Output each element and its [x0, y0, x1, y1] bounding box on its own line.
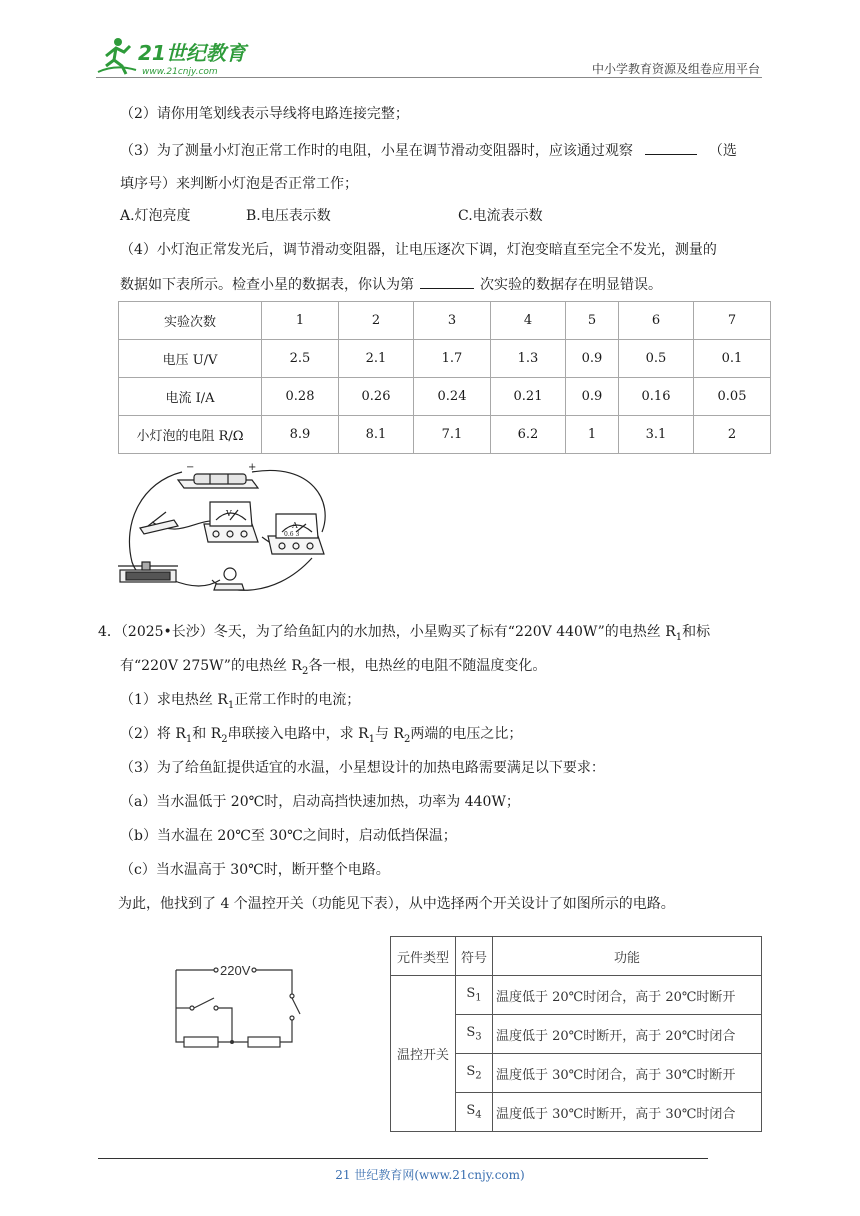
answer-blank[interactable]	[645, 140, 697, 155]
table-cell: 0.16	[619, 378, 694, 416]
symbol-letter: S	[466, 1025, 476, 1041]
table-cell: 1.7	[414, 340, 491, 378]
row-header-cell: 小灯泡的电阻 R/Ω	[119, 416, 262, 454]
heating-circuit-diagram	[168, 958, 318, 1054]
function-cell: 温度低于 20℃时断开，高于 20℃时闭合	[493, 1015, 762, 1054]
table-cell: 0.24	[414, 378, 491, 416]
symbol-cell	[456, 976, 493, 1015]
table-cell: 3	[414, 302, 491, 340]
table-cell: 7.1	[414, 416, 491, 454]
requirement-c: （c）当水温高于 30℃时，断开整个电路。	[120, 862, 390, 878]
q4-subquestion-2: （2）将 $R_1$和 $R_2$串联接入电路中，求 $R_1$与 $R_2$两端的电压之比；	[120, 726, 523, 745]
voltmeter-label: V	[226, 509, 232, 518]
function-cell: 温度低于 30℃时闭合，高于 30℃时断开	[493, 1054, 762, 1093]
symbol-cell	[456, 1093, 493, 1132]
answer-blank[interactable]	[420, 274, 474, 289]
q3-part4-text: 数据如下表所示。检查小星的数据表，你认为第	[120, 277, 414, 293]
table-cell: 2	[339, 302, 414, 340]
table-cell: 0.26	[339, 378, 414, 416]
symbol-cell	[456, 1054, 493, 1093]
table-cell: 2.5	[262, 340, 339, 378]
q3-part3-line1	[120, 140, 737, 161]
logo-text: 21世纪教育	[138, 41, 246, 65]
q4-subquestion-3: （3）为了给鱼缸提供适宜的水温，小星想设计的加热电路需要满足以下要求：	[120, 760, 605, 776]
site-logo	[96, 34, 266, 78]
component-type-cell: 温控开关	[391, 976, 456, 1132]
table-cell: 1	[566, 416, 619, 454]
function-cell: 温度低于 30℃时断开，高于 30℃时闭合	[493, 1093, 762, 1132]
symbol-subscript: 3	[475, 1031, 482, 1043]
q4-closing: 为此，他找到了 4 个温控开关（功能见下表），从中选择两个开关设计了如图所示的电路。	[118, 896, 675, 912]
option-a: A.灯泡亮度	[120, 208, 191, 224]
q3-part3-text: （3）为了测量小灯泡正常工作时的电阻，小星在调节滑动变阻器时，应该通过观察	[120, 143, 633, 159]
question-number: 4．	[98, 624, 121, 640]
footer-site-link[interactable]: 21 世纪教育网(www.21cnjy.com)	[335, 1168, 525, 1182]
table-row	[119, 302, 771, 340]
header-platform-name: 中小学教育资源及组卷应用平台	[591, 62, 760, 76]
q3-part3-tail: （选	[708, 143, 737, 159]
column-header: 功能	[493, 937, 762, 976]
table-cell: 0.9	[566, 378, 619, 416]
table-row	[119, 378, 771, 416]
battery-minus-label: −	[186, 462, 195, 473]
table-row	[391, 976, 762, 1015]
table-cell: 0.05	[694, 378, 771, 416]
q3-part4-tail: 次实验的数据存在明显错误。	[480, 277, 662, 293]
q3-part4-line2	[120, 274, 662, 295]
option-b: B.电压表示数	[246, 208, 331, 224]
ammeter-label: A	[292, 521, 298, 530]
table-cell: 2	[694, 416, 771, 454]
symbol-letter: S	[466, 1103, 476, 1119]
table-header-row	[391, 937, 762, 976]
junction-dot	[230, 1040, 234, 1044]
table-cell: 0.21	[491, 378, 566, 416]
option-c: C.电流表示数	[458, 208, 543, 224]
ammeter-terminals: 0.6 3	[284, 531, 300, 538]
table-cell: 8.1	[339, 416, 414, 454]
column-header: 符号	[456, 937, 493, 976]
table-cell: 1.3	[491, 340, 566, 378]
q4-intro-line1: 4．（2025•长沙）冬天，为了给鱼缸内的水加热，小星购买了标有“220V 440W”的电热丝 $R_1$和标	[98, 624, 711, 643]
row-header-cell: 电压 U/V	[119, 340, 262, 378]
q3-part2: （2）请你用笔划线表示导线将电路连接完整；	[120, 106, 409, 122]
function-cell: 温度低于 20℃时闭合，高于 20℃时断开	[493, 976, 762, 1015]
table-cell: 4	[491, 302, 566, 340]
q4-intro-line2: 有“220V 275W”的电热丝 $R_2$各一根，电热丝的电阻不随温度变化。	[120, 658, 547, 677]
table-cell: 0.9	[566, 340, 619, 378]
experiment-data-table	[118, 301, 771, 454]
table-row	[119, 340, 771, 378]
symbol-cell	[456, 1015, 493, 1054]
table-cell: 3.1	[619, 416, 694, 454]
q3-part3-line2: 填序号）来判断小灯泡是否正常工作；	[120, 176, 358, 192]
symbol-letter: S	[466, 986, 476, 1002]
symbol-letter: S	[466, 1064, 476, 1080]
requirement-a: （a）当水温低于 20℃时，启动高挡快速加热，功率为 440W；	[120, 794, 520, 810]
column-header: 元件类型	[391, 937, 456, 976]
symbol-subscript: 1	[475, 992, 482, 1004]
table-cell: 5	[566, 302, 619, 340]
table-cell: 6.2	[491, 416, 566, 454]
logo-url: www.21cnjy.com	[142, 67, 218, 77]
circuit-apparatus-figure	[112, 462, 344, 604]
requirement-b: （b）当水温在 20℃至 30℃之间时，启动低挡保温；	[120, 828, 457, 844]
table-cell: 0.1	[694, 340, 771, 378]
symbol-subscript: 4	[475, 1109, 482, 1121]
table-cell: 0.5	[619, 340, 694, 378]
table-cell: 7	[694, 302, 771, 340]
header-divider	[96, 77, 762, 78]
table-cell: 1	[262, 302, 339, 340]
symbol-subscript: 2	[475, 1070, 482, 1082]
switch-function-table	[390, 936, 762, 1132]
table-row	[119, 416, 771, 454]
voltage-label: 220V	[220, 963, 251, 978]
table-cell: 0.28	[262, 378, 339, 416]
table-cell: 8.9	[262, 416, 339, 454]
table-cell: 2.1	[339, 340, 414, 378]
battery-plus-label: +	[248, 462, 257, 473]
footer-divider	[98, 1158, 708, 1159]
q3-part4-line1: （4）小灯泡正常发光后，调节滑动变阻器，让电压逐次下调，灯泡变暗直至完全不发光，测量的	[120, 242, 717, 258]
table-cell: 6	[619, 302, 694, 340]
row-header-cell: 实验次数	[119, 302, 262, 340]
runner-icon	[98, 38, 136, 74]
q4-subquestion-1: （1）求电热丝 $R_1$正常工作时的电流；	[120, 692, 361, 711]
row-header-cell: 电流 I/A	[119, 378, 262, 416]
